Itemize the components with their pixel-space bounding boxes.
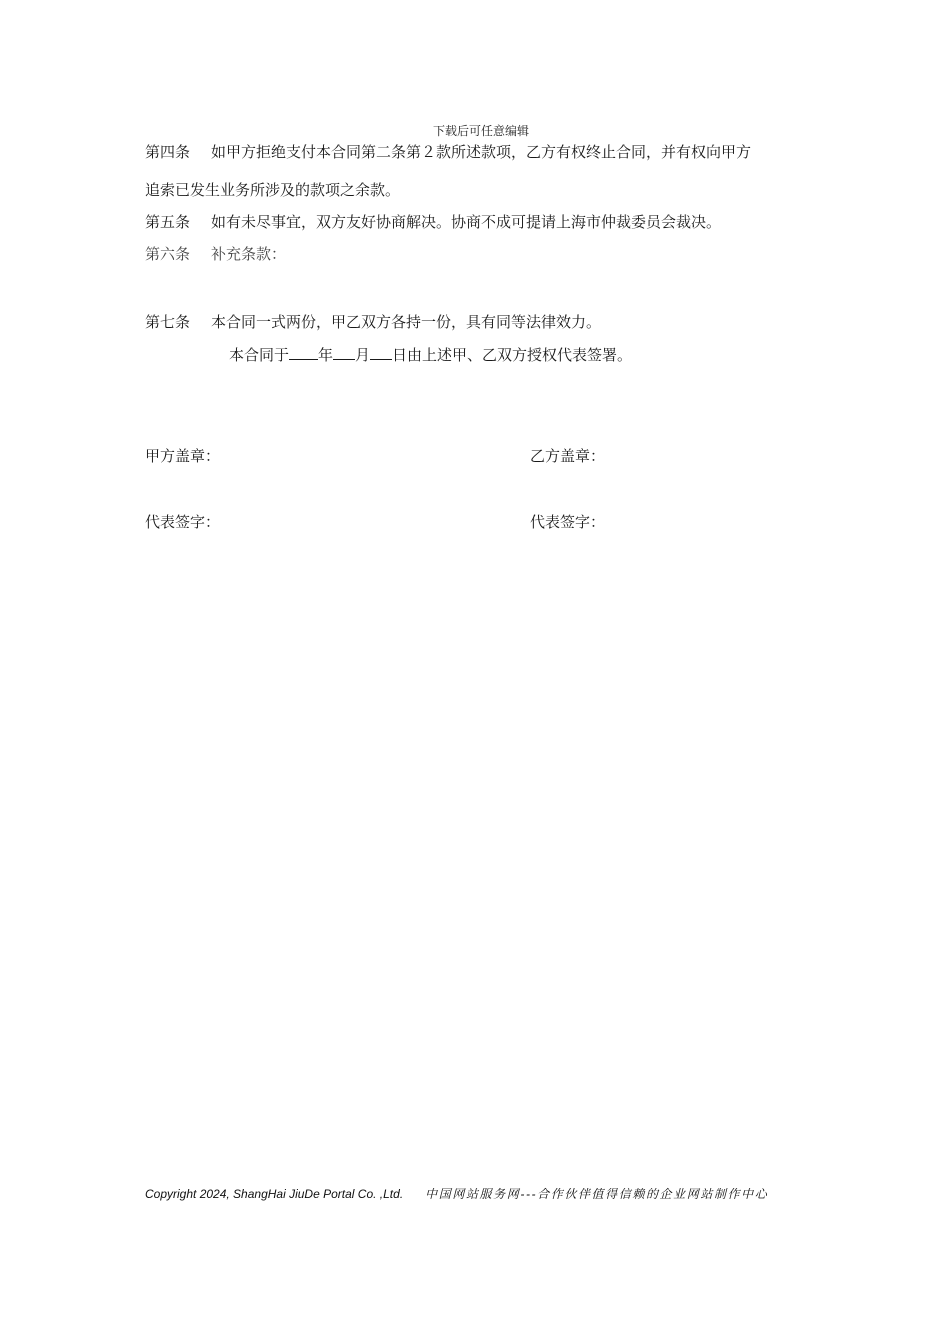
party-a-seal-label: 甲方盖章： [145, 447, 221, 465]
year-label: 年 [318, 346, 334, 364]
month-blank [333, 344, 355, 360]
signing-date-line [229, 344, 632, 365]
clause-text: 本合同一式两份，甲乙双方各持一份，具有同等法律效力。 [211, 313, 602, 331]
clause-7 [145, 312, 601, 332]
clause-number: 第七条 [145, 313, 191, 331]
party-b-seal-label: 乙方盖章： [530, 447, 606, 465]
clause-5 [145, 212, 721, 232]
page-footer [145, 1185, 768, 1202]
clause-text: 如甲方拒绝支付本合同第二条第２款所述款项，乙方有权终止合同，并有权向甲方 [211, 143, 752, 161]
clause-text: 如有未尽事宜，双方友好协商解决。协商不成可提请上海市仲裁委员会裁决。 [211, 213, 722, 231]
footer-copyright: Copyright 2024, ShangHai JiuDe Portal Co. ,Ltd. [145, 1187, 404, 1201]
clause-number: 第四条 [145, 143, 191, 161]
clause-text: 补充条款： [211, 245, 287, 263]
page-header: 下载后可任意编辑 [432, 124, 529, 138]
year-blank [289, 344, 318, 360]
day-suffix: 日由上述甲、乙双方授权代表签署。 [392, 346, 633, 364]
clause-6 [145, 244, 286, 264]
party-a-rep-label: 代表签字： [145, 513, 221, 531]
clause-4 [145, 142, 751, 162]
clause-4-continuation: 追索已发生业务所涉及的款项之余款。 [145, 181, 401, 199]
day-blank [370, 344, 392, 360]
party-b-rep-label: 代表签字： [530, 513, 606, 531]
date-prefix: 本合同于 [229, 346, 290, 364]
clause-number: 第五条 [145, 213, 191, 231]
clause-number: 第六条 [145, 245, 191, 263]
month-label: 月 [355, 346, 371, 364]
footer-slogan: 中国网站服务网---合作伙伴值得信赖的企业网站制作中心 [425, 1187, 769, 1201]
